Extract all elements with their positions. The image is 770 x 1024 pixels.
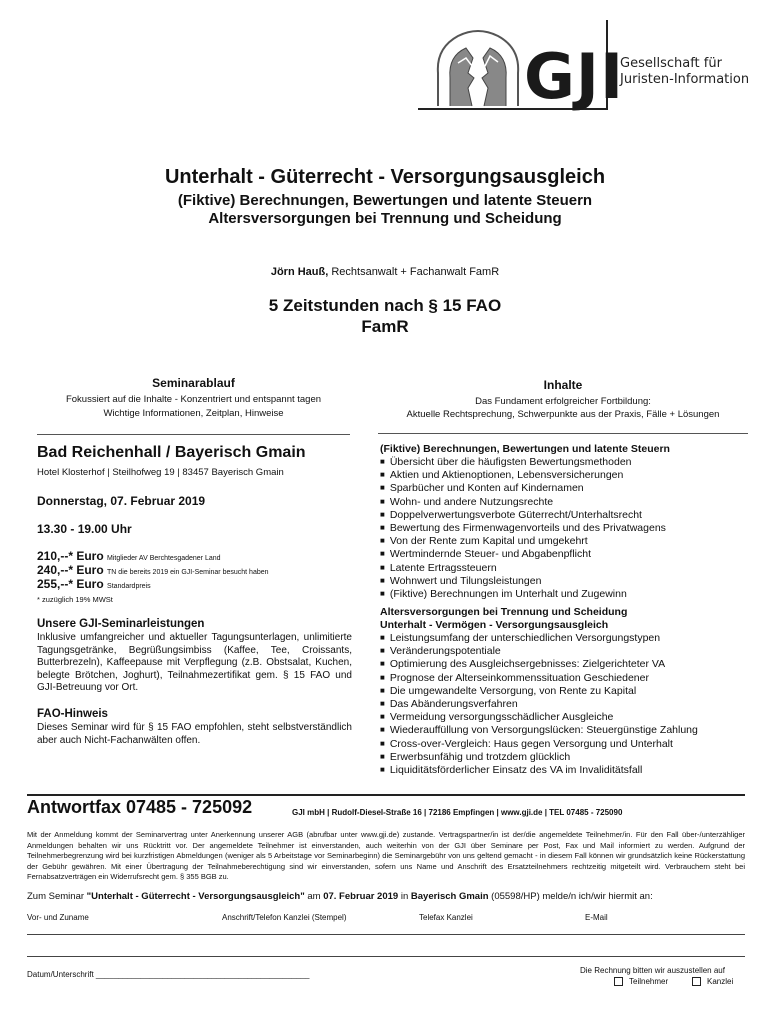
- price-note: Mitglieder AV Berchtesgadener Land: [107, 555, 221, 562]
- fao-heading: FAO-Hinweis: [37, 708, 108, 720]
- subtitle-line-2: Altersversorgungen bei Trennung und Scheidung: [208, 210, 562, 227]
- kanzlei-label: Kanzlei: [707, 977, 734, 986]
- kanzlei-checkbox[interactable]: [692, 977, 701, 986]
- seminar-date: Donnerstag, 07. Februar 2019: [37, 494, 206, 508]
- divider: [27, 794, 745, 796]
- list-item: ■ Wohnwert und Tilungsleistungen: [380, 575, 750, 588]
- price-row: [37, 549, 221, 563]
- logo-line-2: Juristen-Information: [620, 72, 750, 87]
- list-item: ■ Liquiditätsförderlicher Einsatz des VA im Invaliditätsfall: [380, 764, 750, 777]
- author-name: Jörn Hauß,: [270, 266, 329, 278]
- seminar-time: 13.30 - 19.00 Uhr: [37, 522, 132, 536]
- subtitle-line-1: (Fiktive) Berechnungen, Bewertungen und latente Steuern: [177, 192, 593, 209]
- zum-date: 07. Februar 2019: [323, 891, 399, 902]
- page-subtitle: [0, 192, 770, 228]
- kanzlei-option[interactable]: [692, 977, 733, 986]
- page-title: Unterhalt - Güterrecht - Versorgungsausgleich: [164, 166, 606, 188]
- leistungen-text: Inklusive umfangreicher und aktueller Tagungsunterlagen, unlimitierte Tagungsgetränke, Begrüßungsimbiss (Kaffee, Tee, Croissants, Butterbrezeln), Kaffeepause mit Verpflegung (z.B. Obstsalat, Kuchen, belegte Brötchen, Joghurt), Teilnahmezertifikat gem. § 15 FAO und GJI-Betreuung vor Ort.: [37, 632, 352, 693]
- inhalte-line-1: Das Fundament erfolgreicher Fortbildung:: [475, 396, 651, 407]
- block1-list: [380, 456, 750, 601]
- list-item: ■ Prognose der Alterseinkommenssituation Geschiedener: [380, 672, 750, 685]
- field-label-email: E-Mail: [585, 913, 608, 922]
- list-item: ■ Latente Ertragssteuern: [380, 562, 750, 575]
- price-note: TN die bereits 2019 ein GJI-Seminar besucht haben: [107, 569, 269, 576]
- list-item: ■ Doppelverwertungsverbote Güterrecht/Unterhaltsrecht: [380, 509, 750, 522]
- block-altersversorgung: [380, 606, 750, 777]
- rechnung-label: Die Rechnung bitten wir auszustellen auf: [580, 966, 725, 975]
- list-item: ■ Aktien und Aktienoptionen, Lebensversicherungen: [380, 469, 750, 482]
- form-line-2[interactable]: [27, 956, 745, 957]
- block1-heading: (Fiktive) Berechnungen, Bewertungen und latente Steuern: [380, 443, 670, 455]
- leistungen-section: [37, 618, 352, 695]
- fao-text: Dieses Seminar wird für § 15 FAO empfohlen, steht selbstverständlich aber auch Nicht-Fachanwälten offen.: [37, 722, 352, 746]
- list-item: ■ Das Abänderungsverfahren: [380, 698, 750, 711]
- seminarablauf-header: [37, 376, 350, 435]
- list-item: ■ Übersicht über die häufigsten Bewertungsmethoden: [380, 456, 750, 469]
- list-item: ■ Wertmindernde Steuer- und Abgabenpflicht: [380, 548, 750, 561]
- inhalte-heading: Inhalte: [543, 378, 583, 392]
- list-item: ■ Veränderungspotentiale: [380, 645, 750, 658]
- list-item: ■ Vermeidung versorgungsschädlicher Ausgleiche: [380, 711, 750, 724]
- zum-post: (05598/HP) melde/n ich/wir hiermit an:: [488, 891, 653, 902]
- block2-heading-2: Unterhalt - Vermögen - Versorgungsausgleich: [380, 619, 609, 631]
- zeit-line-1: 5 Zeitstunden nach § 15 FAO: [268, 296, 502, 315]
- company-info: GJI mbH | Rudolf-Diesel-Straße 16 | 72186 Empfingen | www.gji.de | TEL 07485 - 725090: [292, 808, 623, 817]
- price-row: [37, 577, 151, 591]
- zeitstunden-heading: [0, 295, 770, 337]
- block2-list: [380, 632, 750, 777]
- seminarablauf-line-1: Fokussiert auf die Inhalte - Konzentriert und entspannt tagen: [65, 394, 322, 405]
- list-item: ■ Leistungsumfang der unterschiedlichen Versorgungstypen: [380, 632, 750, 645]
- price-amount: 210,--* Euro: [37, 549, 104, 563]
- antwortfax-number: Antwortfax 07485 - 725092: [27, 797, 253, 817]
- field-label-anschrift: Anschrift/Telefon Kanzlei (Stempel): [222, 913, 347, 922]
- mwst-note: * zuzüglich 19% MWSt: [37, 595, 113, 604]
- zum-in: in: [398, 891, 411, 902]
- list-item: ■ Bewertung des Firmenwagenvorteils und des Privatwagens: [380, 522, 750, 535]
- datum-unterschrift-field[interactable]: Datum/Unterschrift ________________________________________________: [27, 970, 310, 979]
- venue-city: Bad Reichenhall / Bayerisch Gmain: [37, 444, 306, 461]
- logo-heads-icon: [428, 18, 528, 108]
- list-item: ■ Erwerbsunfähig und trotzdem glücklich: [380, 751, 750, 764]
- teilnehmer-checkbox[interactable]: [614, 977, 623, 986]
- divider: [378, 433, 748, 434]
- zeit-line-2: FamR: [361, 317, 409, 336]
- field-label-name: Vor- und Zuname: [27, 913, 89, 922]
- author-role: Rechtsanwalt + Fachanwalt FamR: [328, 266, 500, 278]
- seminarablauf-heading: Seminarablauf: [152, 376, 235, 390]
- list-item: ■ Cross-over-Vergleich: Haus gegen Versorgung und Unterhalt: [380, 738, 750, 751]
- zum-pre: Zum Seminar: [27, 891, 87, 902]
- price-amount: 255,--* Euro: [37, 577, 104, 591]
- inhalte-header: [378, 378, 748, 434]
- list-item: ■ Wiederauffüllung von Versorgungslücken: Steuergünstige Zahlung: [380, 724, 750, 737]
- fao-section: [37, 708, 352, 747]
- zum-title: "Unterhalt - Güterrecht - Versorgungsausgleich": [86, 891, 305, 902]
- zum-mid: am: [304, 891, 324, 902]
- venue-address: Hotel Klosterhof | Steilhofweg 19 | 83457 Bayerisch Gmain: [37, 467, 284, 478]
- field-label-telefax: Telefax Kanzlei: [419, 913, 473, 922]
- legal-text: Mit der Anmeldung kommt der Seminarvertrag unter Anerkennung unserer AGB (abrufbar unter www.gji.de) zustande. Vertragspartner/in ist der/die angemeldete Teilnehmer/in. Für den Fall über-/unterzähliger Anmeldungen behalten wir uns Rücktritt vor. Der angemeldete Teilnehmer ist einverstanden, auch weiterhin von der GJI über Seminare per Post, Fax und Mail informiert zu werden. Aufgrund der Teilnehmerbegrenzung wird bei kurzfristigen Abmeldungen (weniger als 5 Arbeitstage vor Seminarbeginn) die Seminargebühr von uns geltend gemacht - in diesem Fall können wir grundsätzlich keine Rückerstattung der Gebühr gewähren. Mit einer Übertragung der Teilnahmeberechtigung sind wir einverstanden, sofern uns Name und Anschrift des Ersatzteilnehmers rechtzeitig mitgeteilt wird. Verbrauchern steht bei Fernabsatzverträgen ein Widerrufsrecht gem. § 355 BGB zu.: [27, 830, 745, 881]
- teilnehmer-label: Teilnehmer: [629, 977, 669, 986]
- block2-heading-1: Altersversorgungen bei Trennung und Scheidung: [380, 606, 628, 618]
- block-berechnungen: [380, 443, 750, 601]
- price-note: Standardpreis: [107, 583, 151, 590]
- divider: [37, 434, 350, 435]
- author-line: [0, 266, 770, 278]
- list-item: ■ Von der Rente zum Kapital und umgekehrt: [380, 535, 750, 548]
- zum-place: Bayerisch Gmain: [410, 891, 489, 902]
- form-line-1[interactable]: [27, 934, 745, 935]
- list-item: ■ (Fiktive) Berechnungen im Unterhalt und Zugewinn: [380, 588, 750, 601]
- logo-subtitle: [620, 56, 749, 88]
- seminarablauf-line-2: Wichtige Informationen, Zeitplan, Hinweise: [103, 408, 284, 419]
- list-item: ■ Sparbücher und Konten auf Kindernamen: [380, 482, 750, 495]
- registration-statement: [27, 891, 653, 902]
- logo-mark: GJI: [524, 40, 625, 113]
- price-row: [37, 563, 269, 577]
- price-amount: 240,--* Euro: [37, 563, 104, 577]
- leistungen-heading: Unsere GJI-Seminarleistungen: [37, 618, 205, 630]
- teilnehmer-option[interactable]: [614, 977, 668, 986]
- inhalte-line-2: Aktuelle Rechtsprechung, Schwerpunkte aus der Praxis, Fälle + Lösungen: [406, 409, 720, 420]
- list-item: ■ Optimierung des Ausgleichsergebnisses: Zielgerichteter VA: [380, 658, 750, 671]
- logo-line-1: Gesellschaft für: [620, 56, 722, 71]
- list-item: ■ Die umgewandelte Versorgung, von Rente zu Kapital: [380, 685, 750, 698]
- list-item: ■ Wohn- und andere Nutzungsrechte: [380, 496, 750, 509]
